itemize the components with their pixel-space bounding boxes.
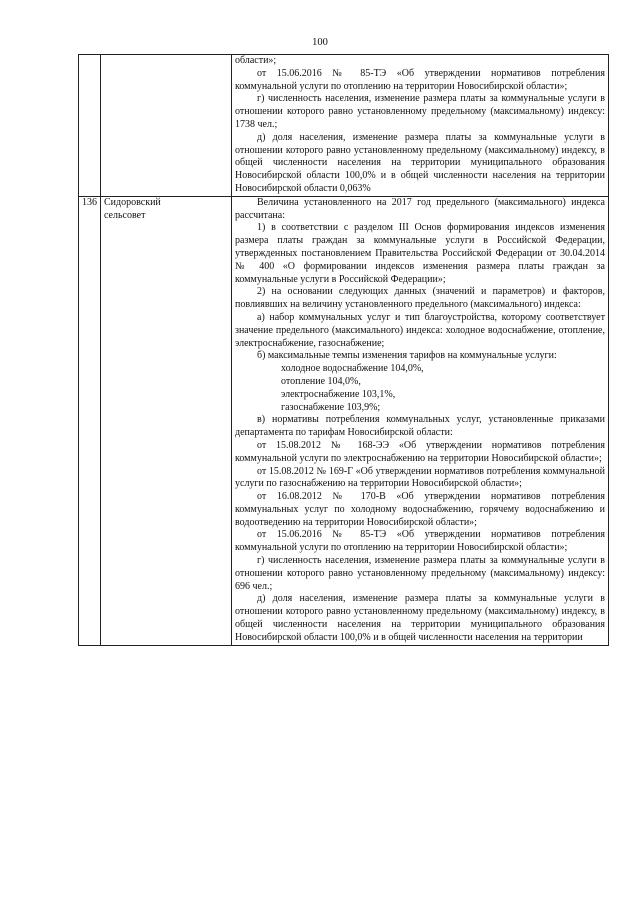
description-paragraph: б) максимальные темпы изменения тарифов на коммунальные услуги: bbox=[257, 350, 557, 362]
municipality-name-line bbox=[104, 68, 228, 81]
description-paragraph: от 15.08.2012 № 169-Г «Об утверждении нормативов потребления коммунальной услуги по газоснабжению на территории Новосибирской области»; bbox=[235, 465, 605, 490]
document-table-body bbox=[79, 55, 609, 646]
description-paragraph: г) численность населения, изменение размера платы за коммунальные услуги в отношении которого равно установленному предельному (максимальному) индексу: 696 чел.; bbox=[235, 555, 605, 592]
table-row bbox=[79, 196, 609, 645]
description-paragraph: холодное водоснабжение 104,0%, bbox=[281, 363, 424, 375]
document-table bbox=[78, 54, 609, 646]
municipality-name-line: сельсовет bbox=[104, 209, 146, 221]
description-paragraph: 2) на основании следующих данных (значений и параметров) и факторов, повлиявших на величину установленного предельного (максимального) индекса: bbox=[235, 286, 605, 311]
row-number-cell: 136 bbox=[79, 196, 101, 645]
description-paragraph: газоснабжение 103,9%; bbox=[281, 401, 381, 413]
description-paragraph: Величина установленного на 2017 год предельного (максимального) индекса рассчитана: bbox=[235, 196, 605, 221]
description-paragraph: области»; bbox=[235, 55, 277, 66]
municipality-name-cell bbox=[101, 55, 232, 197]
description-paragraph: от 16.08.2012 № 170-В «Об утверждении нормативов потребления коммунальных услуг по холодному водоснабжению, горячему водоснабжению и водоотведению на территории Новосибирской области»; bbox=[235, 491, 605, 528]
municipality-name-cell bbox=[101, 196, 232, 645]
description-cell bbox=[232, 196, 609, 645]
description-paragraph: д) доля населения, изменение размера платы за коммунальные услуги в отношении которого равно установленному предельному (максимальному) индексу, в общей численности населения на территории муниципального образования Новосибирской области 100,0% и в общей численности населения на территории bbox=[235, 593, 605, 643]
description-paragraph: электроснабжение 103,1%, bbox=[281, 388, 396, 400]
description-paragraph: в) нормативы потребления коммунальных услуг, установленные приказами департамента по тарифам Новосибирской области: bbox=[235, 414, 605, 439]
description-paragraph: от 15.06.2016 № 85-ТЭ «Об утверждении нормативов потребления коммунальной услуги по отоплению на территории Новосибирской области»; bbox=[235, 67, 605, 92]
description-paragraph: отопление 104,0%, bbox=[281, 375, 361, 387]
description-paragraph: а) набор коммунальных услуг и тип благоустройства, которому соответствует значение предельного (максимального) индекса: холодное водоснабжение, отопление, электроснабжение, газоснабжение; bbox=[235, 311, 605, 349]
municipality-name-line bbox=[104, 55, 228, 68]
table-row bbox=[79, 55, 609, 197]
municipality-name-line: Сидоровский bbox=[104, 196, 161, 208]
description-paragraph: от 15.06.2016 № 85-ТЭ «Об утверждении нормативов потребления коммунальной услуги по отоплению на территории Новосибирской области»; bbox=[235, 529, 605, 554]
page-number: 100 bbox=[312, 37, 328, 48]
row-number-cell bbox=[79, 55, 101, 197]
description-paragraph: от 15.08.2012 № 168-ЭЭ «Об утверждении нормативов потребления коммунальной услуги по электроснабжению на территории Новосибирской области»; bbox=[235, 439, 605, 464]
description-paragraph: 1) в соответствии с разделом III Основ формирования индексов изменения размера платы граждан за коммунальные услуги в Российской Федерации, утвержденных постановлением Правительства Российской Федерации от 30.04.2014 № 400 «О формировании индексов изменения размера платы граждан за коммунальные услуги в Российской Федерации»; bbox=[235, 222, 605, 285]
description-paragraph: г) численность населения, изменение размера платы за коммунальные услуги в отношении которого равно установленному предельному (максимальному) индексу: 1738 чел.; bbox=[235, 93, 605, 130]
description-paragraph: д) доля населения, изменение размера платы за коммунальные услуги в отношении которого равно установленному предельному (максимальному) индексу, в общей численности населения на территории муниципального образования Новосибирской области 100,0% и в общей численности населения на территории Новосибирской области 0,063% bbox=[235, 131, 605, 194]
description-cell bbox=[232, 55, 609, 197]
